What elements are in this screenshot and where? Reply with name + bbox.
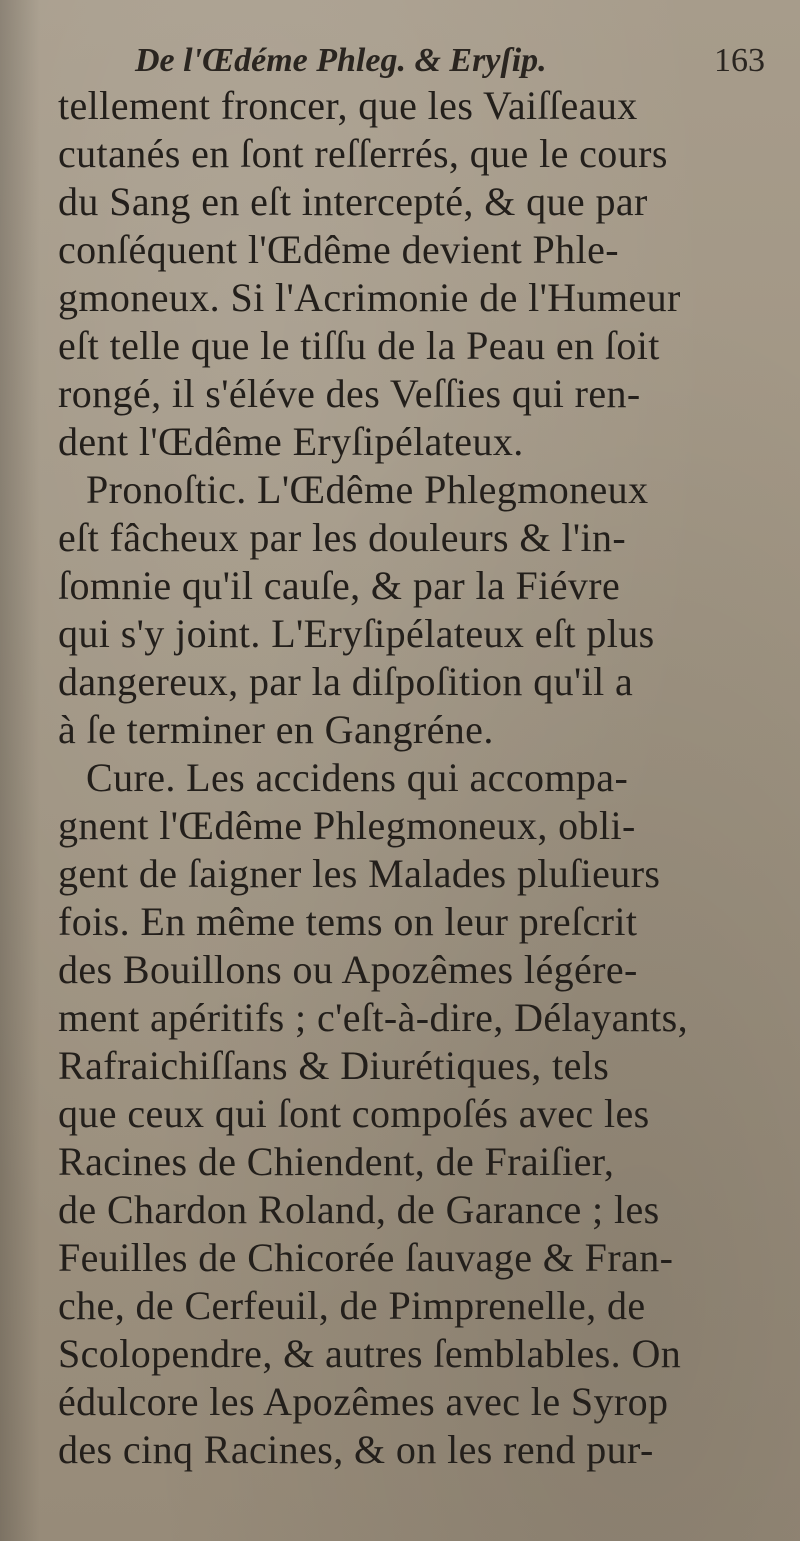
paragraph-pronostic-start: Pronoſtic. L'Œdême Phlegmoneux — [86, 467, 649, 512]
text-line: rongé, il s'éléve des Veſſies qui ren- — [58, 371, 641, 416]
body-text — [58, 82, 773, 1474]
text-line: qui s'y joint. L'Eryſipélateux eſt plus — [58, 611, 655, 656]
text-line: eſt telle que le tiſſu de la Peau en ſoit — [58, 323, 660, 368]
text-line: dangereux, par la diſpoſition qu'il a — [58, 659, 634, 704]
running-title: De l'Œdéme Phleg. & Eryſip. — [135, 42, 547, 79]
text-line: Feuilles de Chicorée ſauvage & Fran- — [58, 1235, 674, 1280]
text-line: ment apéritifs ; c'eſt-à-dire, Délayants, — [58, 995, 689, 1040]
text-line: gnent l'Œdême Phlegmoneux, obli- — [58, 803, 636, 848]
text-line: fois. En même tems on leur preſcrit — [58, 899, 638, 944]
text-line: Scolopendre, & autres ſemblables. On — [58, 1331, 682, 1376]
text-line: des cinq Racines, & on les rend pur- — [58, 1427, 654, 1472]
text-line: cutanés en ſont reſſerrés, que le cours — [58, 131, 668, 176]
text-line: à ſe terminer en Gangréne. — [58, 707, 494, 752]
paragraph-cure-start: Cure. Les accidens qui accompa- — [86, 755, 629, 800]
text-line: che, de Cerfeuil, de Pimprenelle, de — [58, 1283, 646, 1328]
text-line: du Sang en eſt intercepté, & que par — [58, 179, 648, 224]
page-number: 163 — [714, 42, 765, 79]
text-line: gent de ſaigner les Malades pluſieurs — [58, 851, 661, 896]
text-line: gmoneux. Si l'Acrimonie de l'Humeur — [58, 275, 681, 320]
text-line: édulcore les Apozêmes avec le Syrop — [58, 1379, 669, 1424]
text-line: tellement froncer, que les Vaiſſeaux — [58, 83, 638, 128]
text-line: Rafraichiſſans & Diurétiques, tels — [58, 1043, 610, 1088]
text-line: de Chardon Roland, de Garance ; les — [58, 1187, 660, 1232]
text-line: que ceux qui ſont compoſés avec les — [58, 1091, 650, 1136]
running-header — [135, 42, 765, 80]
text-line: ſomnie qu'il cauſe, & par la Fiévre — [58, 563, 621, 608]
text-line: eſt fâcheux par les douleurs & l'in- — [58, 515, 627, 560]
text-line: dent l'Œdême Eryſipélateux. — [58, 419, 524, 464]
gutter-shadow — [0, 0, 40, 1541]
text-line: conſéquent l'Œdême devient Phle- — [58, 227, 619, 272]
text-line: des Bouillons ou Apozêmes légére- — [58, 947, 638, 992]
text-line: Racines de Chiendent, de Fraiſier, — [58, 1139, 615, 1184]
